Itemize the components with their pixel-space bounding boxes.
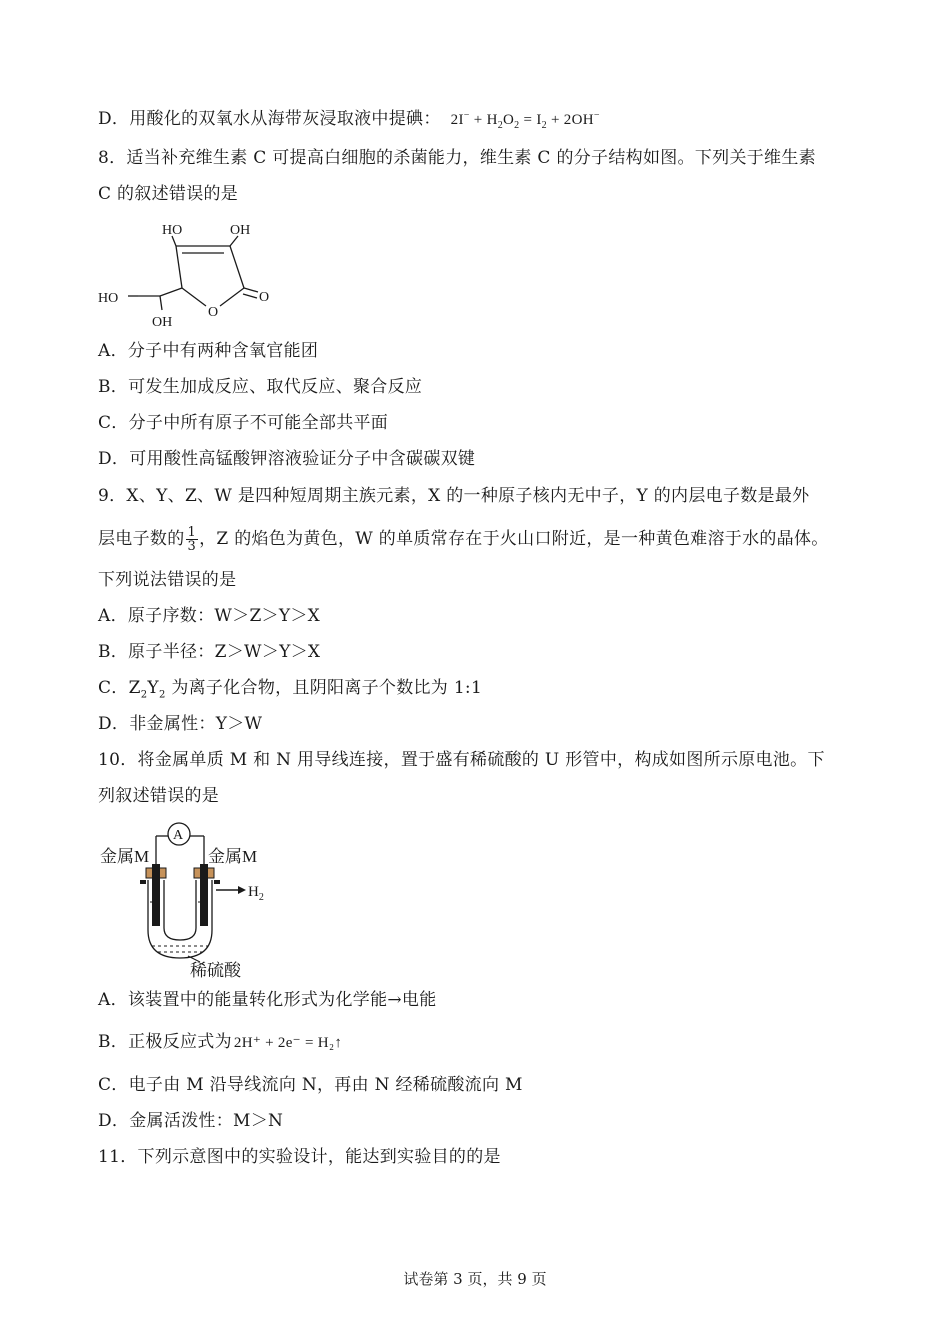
q7-option-d-text: D．用酸化的双氧水从海带灰浸取液中提碘： (98, 109, 441, 129)
q7-option-d (98, 104, 600, 138)
q9-option-b: B．原子半径：Z＞W＞Y＞X (98, 642, 321, 662)
vitamin-c-ring-o-label: O (208, 305, 219, 320)
q10-option-c: C．电子由 M 沿导线流向 N，再由 N 经稀硫酸流向 M (98, 1075, 523, 1095)
q8-stem-line1: 8．适当补充维生素 C 可提高白细胞的杀菌能力，维生素 C 的分子结构如图。下列关于维生素 (98, 148, 816, 168)
q10-stem-line2: 列叙述错误的是 (98, 786, 220, 806)
q10-stem-line1: 10．将金属单质 M 和 N 用导线连接，置于盛有稀硫酸的 U 形管中，构成如图所示原电池。下 (98, 750, 825, 770)
q9-option-c: C．$Z_2Y_2$ 为离子化合物，且阴阳离子个数比为 1:1 (98, 678, 483, 701)
q10-option-d: D．金属活泼性：M＞N (98, 1111, 284, 1131)
vitamin-c-structure-figure (92, 216, 292, 332)
q8-option-d: D．可用酸性高锰酸钾溶液验证分子中含碳碳双键 (98, 449, 476, 469)
q9-option-d: D．非金属性：Y＞W (98, 714, 263, 734)
q7-option-d-equation: $2I^- + H_2O_2 = I_2 + 2OH^-$ (450, 110, 600, 131)
q9-option-a: A．原子序数：W＞Z＞Y＞X (98, 606, 321, 626)
left-electrode (152, 864, 160, 926)
q9-stem-line3: 下列说法错误的是 (98, 570, 237, 590)
q9-stem-line2: 层电子数的 $\frac{1}{3}$ ，Z 的焰色为黄色，W 的单质常存在于火山口附近，是一种黄色难溶于水的晶体。 (98, 525, 829, 554)
ammeter-label: A (173, 828, 184, 843)
vitamin-c-chain-oh-label: OH (152, 315, 173, 330)
q8-option-a: A．分子中有两种含氧官能团 (98, 341, 319, 361)
q8-option-b: B．可发生加成反应、取代反应、聚合反应 (98, 377, 423, 397)
q11-stem: 11．下列示意图中的实验设计，能达到实验目的的是 (98, 1147, 501, 1167)
right-electrode (200, 864, 208, 926)
one-third-fraction: $\frac{1}{3}$ (187, 525, 197, 554)
vitamin-c-carbonyl-o-label: O (259, 290, 270, 305)
q8-option-c: C．分子中所有原子不可能全部共平面 (98, 413, 389, 433)
vitamin-c-oh-label: OH (230, 223, 251, 238)
h2-label: $H_2$ (248, 884, 264, 903)
right-metal-label: 金属M (208, 847, 258, 866)
vitamin-c-chain-ho-label: HO (98, 291, 119, 306)
u-tube-galvanic-cell-figure (96, 818, 286, 980)
vitamin-c-ho-label: HO (162, 223, 183, 238)
left-metal-label: 金属M (100, 847, 150, 866)
dilute-sulfuric-acid-label: 稀硫酸 (190, 961, 241, 980)
q10-option-b: B．正极反应式为 2H⁺ + 2e⁻ = H₂↑ (98, 1032, 343, 1052)
page-footer: 试卷第 3 页，共 9 页 (403, 1270, 547, 1288)
q10-option-a: A．该装置中的能量转化形式为化学能→电能 (98, 990, 437, 1010)
q9-stem-line1: 9．X、Y、Z、W 是四种短周期主族元素，X 的一种原子核内无中子，Y 的内层电子数是最外 (98, 486, 810, 506)
q8-stem-line2: C 的叙述错误的是 (98, 184, 239, 204)
